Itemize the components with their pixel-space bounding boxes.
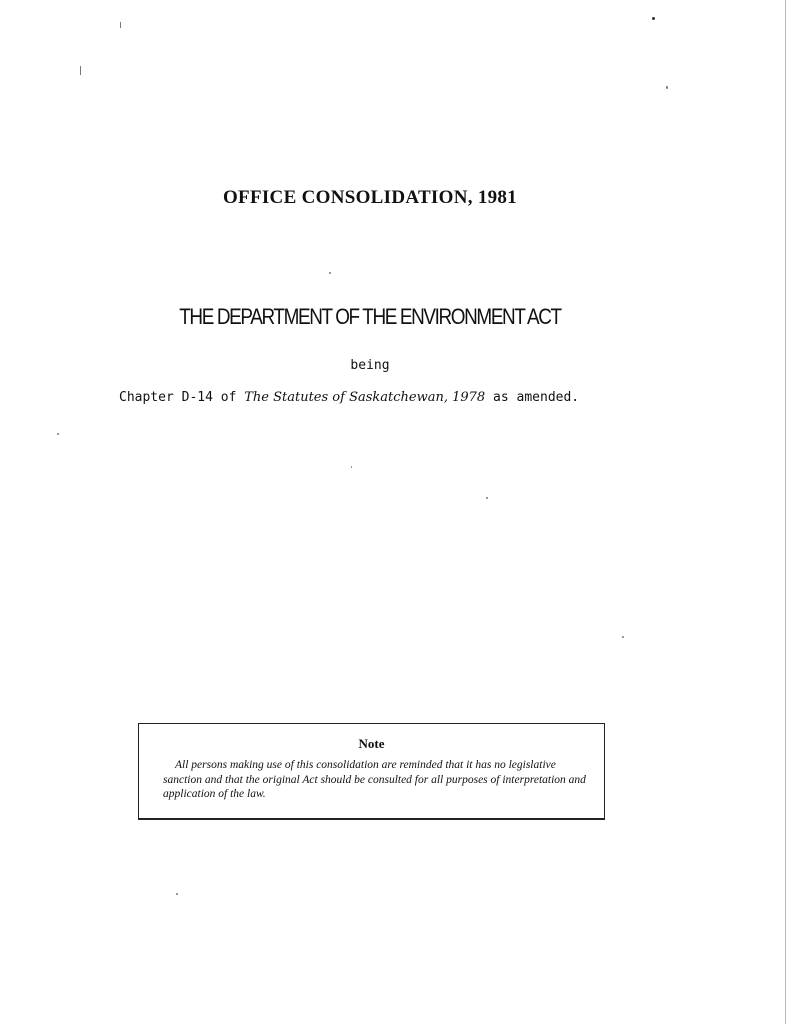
chapter-reference: [119, 390, 579, 405]
scan-speck: [351, 466, 352, 468]
scan-speck: [176, 893, 178, 895]
note-body: All persons making use of this consolidation are reminded that it has no legislative sanction and that the original Act should be consulted for all purposes of interpretation and application of the law.: [163, 759, 586, 800]
consolidation-heading: OFFICE CONSOLIDATION, 1981: [222, 187, 518, 208]
scan-speck: [329, 272, 331, 274]
statute-name: The Statutes of Saskatchewan, 1978: [244, 390, 486, 405]
scan-speck: [486, 497, 488, 499]
note-box: [138, 723, 605, 820]
chapter-suffix: as amended.: [485, 390, 580, 405]
act-title: THE DEPARTMENT OF THE ENVIRONMENT ACT: [179, 304, 561, 329]
chapter-prefix: Chapter D-14 of: [119, 390, 245, 405]
scan-speck: [652, 17, 655, 20]
note-title: Note: [358, 736, 385, 751]
scan-speck: [666, 86, 668, 89]
scan-speck: [120, 22, 121, 28]
scan-edge-line: [785, 0, 786, 1024]
being-text: being: [350, 358, 390, 373]
scan-speck: [57, 433, 59, 435]
scan-speck: [622, 636, 624, 638]
scan-speck: [80, 66, 81, 75]
